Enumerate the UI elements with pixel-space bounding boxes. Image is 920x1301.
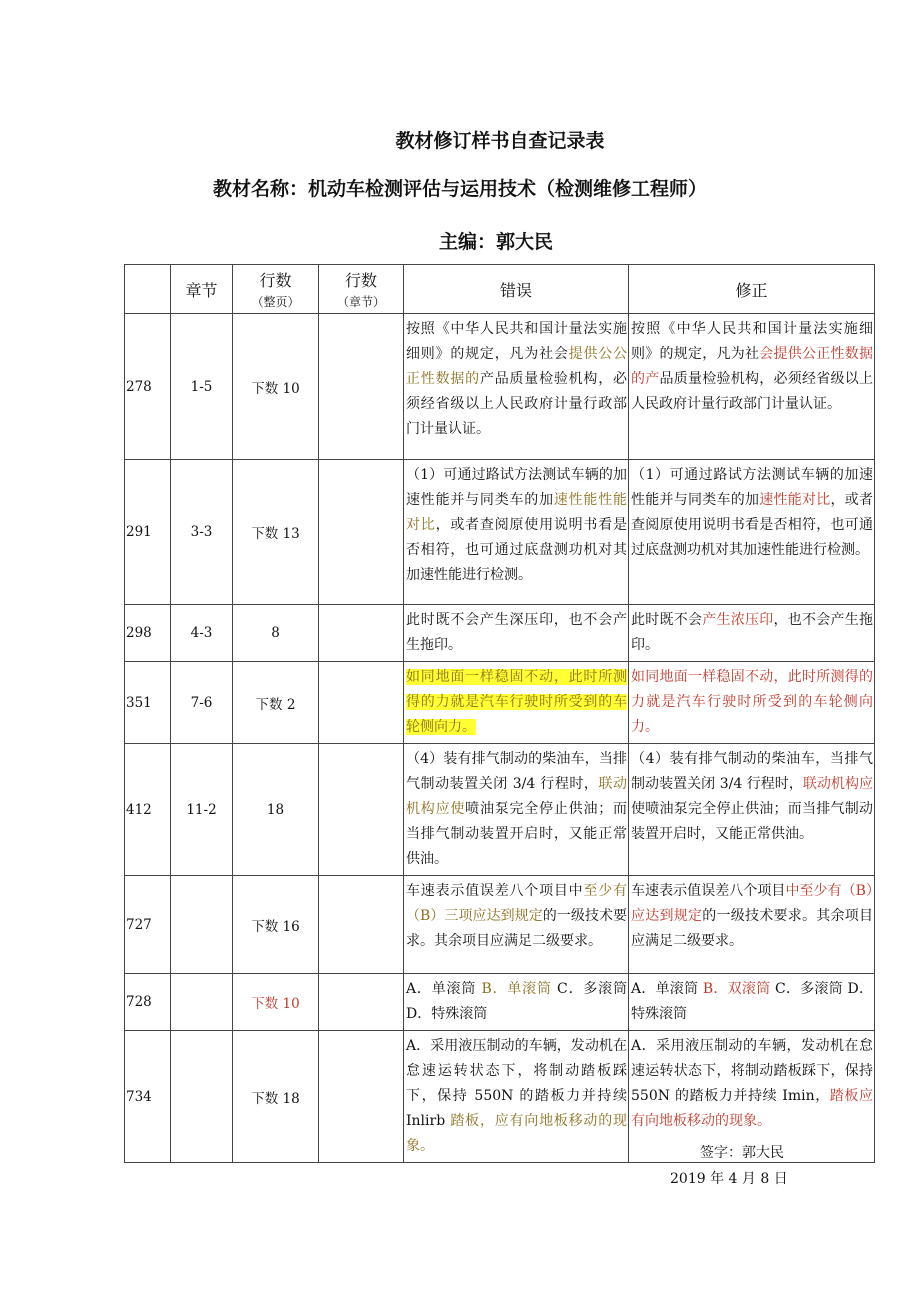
cell-rows-chapter — [319, 314, 404, 460]
cell-fix — [629, 974, 875, 1031]
fix-text-segment: 按照《中华人民共和国计量法实施细则》的规定，凡为社 — [631, 321, 873, 362]
cell-chapter: 11-2 — [171, 744, 233, 876]
cell-fix — [629, 662, 875, 744]
error-text-segment: 至少有（B）三项应达到规定 — [406, 883, 628, 924]
header-rows-chapter-label: 行数 — [344, 271, 377, 290]
error-text-segment: （1）可通过路试方法测试车辆的加速性能并与同类车的加 — [406, 467, 627, 508]
fix-text-segment: 的一级技术要求。其余项目应满足二级要求。 — [631, 908, 873, 949]
cell-error — [404, 974, 629, 1031]
cell-fix — [629, 876, 875, 974]
fix-text-segment: 速性能对比 — [759, 492, 831, 508]
cell-fix — [629, 314, 875, 460]
header-rows-page-label: 行数 — [259, 271, 292, 290]
table-header-row — [125, 265, 875, 314]
fix-text-segment: 车速表示值误差八个项目 — [631, 883, 786, 899]
fix-text-segment: ，或者查阅原使用说明书看是否相符，也可通过底盘测功机对其加速性能进行检测。 — [631, 492, 873, 558]
header-chapter: 章节 — [171, 265, 233, 314]
table-row — [125, 744, 875, 876]
cell-lines: 下数 18 — [233, 1031, 319, 1163]
fix-text-segment: （1）可通过路试方法测试车辆的加速性能并与同类车的加 — [631, 467, 873, 508]
cell-chapter: 4-3 — [171, 605, 233, 662]
fix-text-segment: 会提供公正性数据的产 — [631, 346, 873, 387]
cell-lines: 下数 13 — [233, 460, 319, 605]
error-text-segment: 喷油泵完全停止供油；而当排气制动装置开启时，又能正常供油。 — [406, 801, 628, 867]
fix-text-segment: 使喷油泵完全停止供油；而当排气制动装置开启时，又能正常供油。 — [631, 801, 873, 842]
cell-error — [404, 876, 629, 974]
header-rows-page-sub: （整页） — [251, 295, 300, 309]
fix-text-segment: 如同地面一样稳固不动，此时所测得的力就是汽车行驶时所受到的车轮侧向力。 — [631, 669, 873, 735]
fix-text-segment: 品质量检验机构，必须经省级以上人民政府计量行政部门计量认证。 — [631, 371, 873, 412]
cell-rows-chapter — [319, 460, 404, 605]
cell-page: 727 — [125, 876, 171, 974]
cell-chapter — [171, 876, 233, 974]
cell-page: 734 — [125, 1031, 171, 1163]
cell-error — [404, 605, 629, 662]
error-text-segment: C．多滚筒 D．特殊滚筒 — [406, 981, 627, 1022]
editor-name: 主编：郭大民 — [438, 231, 553, 253]
fix-text-segment: C．多滚筒 D．特殊滚筒 — [631, 981, 873, 1022]
error-text-segment: A．采用液压制动的车辆，发动机在怠速运转状态下，将制动踏板踩下，保持 550N 的踏板力并持续 Inlirb — [406, 1038, 627, 1129]
cell-page: 728 — [125, 974, 171, 1031]
cell-lines: 下数 2 — [233, 662, 319, 744]
cell-error — [404, 662, 629, 744]
cell-lines: 18 — [233, 744, 319, 876]
error-text-segment: 速性能性能对比 — [406, 492, 628, 533]
fix-text-segment: 踏板应有向地板移动的现象。 — [631, 1088, 874, 1129]
cell-page: 291 — [125, 460, 171, 605]
cell-rows-chapter — [319, 744, 404, 876]
cell-fix — [629, 744, 875, 876]
cell-lines: 8 — [233, 605, 319, 662]
cell-error — [404, 460, 629, 605]
fix-text-segment: A．单滚筒 — [631, 981, 703, 997]
cell-rows-chapter — [319, 605, 404, 662]
cell-fix — [629, 460, 875, 605]
header-page — [125, 265, 171, 314]
fix-text-segment: A．采用液压制动的车辆，发动机在怠速运转状态下，将制动踏板踩下，保持 550N 的踏板力并持续 Imin， — [631, 1038, 873, 1104]
fix-text-segment: （4）装有排气制动的柴油车，当排气制动装置关闭 3/4 行程时， — [631, 751, 873, 792]
cell-chapter: 7-6 — [171, 662, 233, 744]
header-rows-chapter-sub: （章节） — [336, 295, 385, 309]
table-row — [125, 876, 875, 974]
error-text-segment: 的一级技术要求。其余项目应满足二级要求。 — [406, 908, 627, 949]
fix-text-segment: ，也不会产生拖印。 — [631, 612, 873, 653]
cell-error — [404, 314, 629, 460]
error-text-segment: 提供公公正性数据的 — [406, 346, 628, 387]
header-error: 错误 — [404, 265, 629, 314]
signature: 签字：郭大民 — [700, 1145, 784, 1161]
cell-page: 351 — [125, 662, 171, 744]
error-text-segment: B．单滚筒 — [481, 981, 552, 997]
document-title: 教材修订样书自查记录表 — [395, 130, 605, 152]
table-row — [125, 662, 875, 744]
cell-error — [404, 1031, 629, 1163]
sign-date: 2019 年 4 月 8 日 — [670, 1171, 788, 1187]
fix-text-segment: 此时既不会 — [631, 612, 703, 628]
cell-lines: 下数 10 — [233, 314, 319, 460]
cell-rows-chapter — [319, 876, 404, 974]
fix-text-segment: 联动机构应 — [802, 776, 873, 792]
error-text-segment: 按照《中华人民共和国计量法实施细则》的规定，凡为社会 — [406, 321, 627, 362]
cell-rows-chapter — [319, 974, 404, 1031]
cell-error — [404, 744, 629, 876]
error-text-segment: A．单滚筒 — [406, 981, 482, 997]
header-rows-chapter — [319, 265, 404, 314]
error-text-segment: 踏板，应有向地板移动的现象。 — [406, 1113, 627, 1154]
revision-table — [124, 264, 875, 1163]
table-row — [125, 314, 875, 460]
fix-text-segment: 产生浓压印 — [702, 612, 774, 628]
table-row — [125, 605, 875, 662]
cell-chapter: 1-5 — [171, 314, 233, 460]
cell-chapter — [171, 1031, 233, 1163]
error-text-segment: 产品质量检验机构，必须经省级以上人民政府计量行政部门计量认证。 — [406, 371, 628, 437]
cell-fix — [629, 605, 875, 662]
cell-chapter — [171, 974, 233, 1031]
error-text-segment: 如同地面一样稳固不动，此时所测得的力就是汽车行驶时所受到的车轮侧向力。 — [406, 669, 627, 735]
error-text-segment: （4）装有排气制动的柴油车，当排气制动装置关闭 3/4 行程时， — [406, 751, 627, 792]
cell-lines: 下数 10 — [233, 974, 319, 1031]
cell-rows-chapter — [319, 662, 404, 744]
cell-rows-chapter — [319, 1031, 404, 1163]
cell-lines: 下数 16 — [233, 876, 319, 974]
cell-page: 412 — [125, 744, 171, 876]
cell-page: 278 — [125, 314, 171, 460]
book-name: 教材名称：机动车检测评估与运用技术（检测维修工程师） — [212, 178, 707, 200]
error-text-segment: 此时既不会产生深压印，也不会产生拖印。 — [406, 612, 627, 653]
cell-page: 298 — [125, 605, 171, 662]
cell-chapter: 3-3 — [171, 460, 233, 605]
table-row — [125, 974, 875, 1031]
header-rows-page — [233, 265, 319, 314]
error-text-segment: ，或者查阅原使用说明书看是否相符，也可通过底盘测功机对其加速性能进行检测。 — [406, 517, 628, 583]
fix-text-segment: B．双滚筒 — [702, 981, 771, 997]
table-row — [125, 460, 875, 605]
error-text-segment: 联动机构应使 — [406, 776, 628, 817]
error-text-segment: 车速表示值误差八个项目中 — [406, 883, 584, 899]
fix-text-segment: 中至少有（B）应达到规定 — [631, 883, 874, 924]
header-fix: 修正 — [629, 265, 875, 314]
